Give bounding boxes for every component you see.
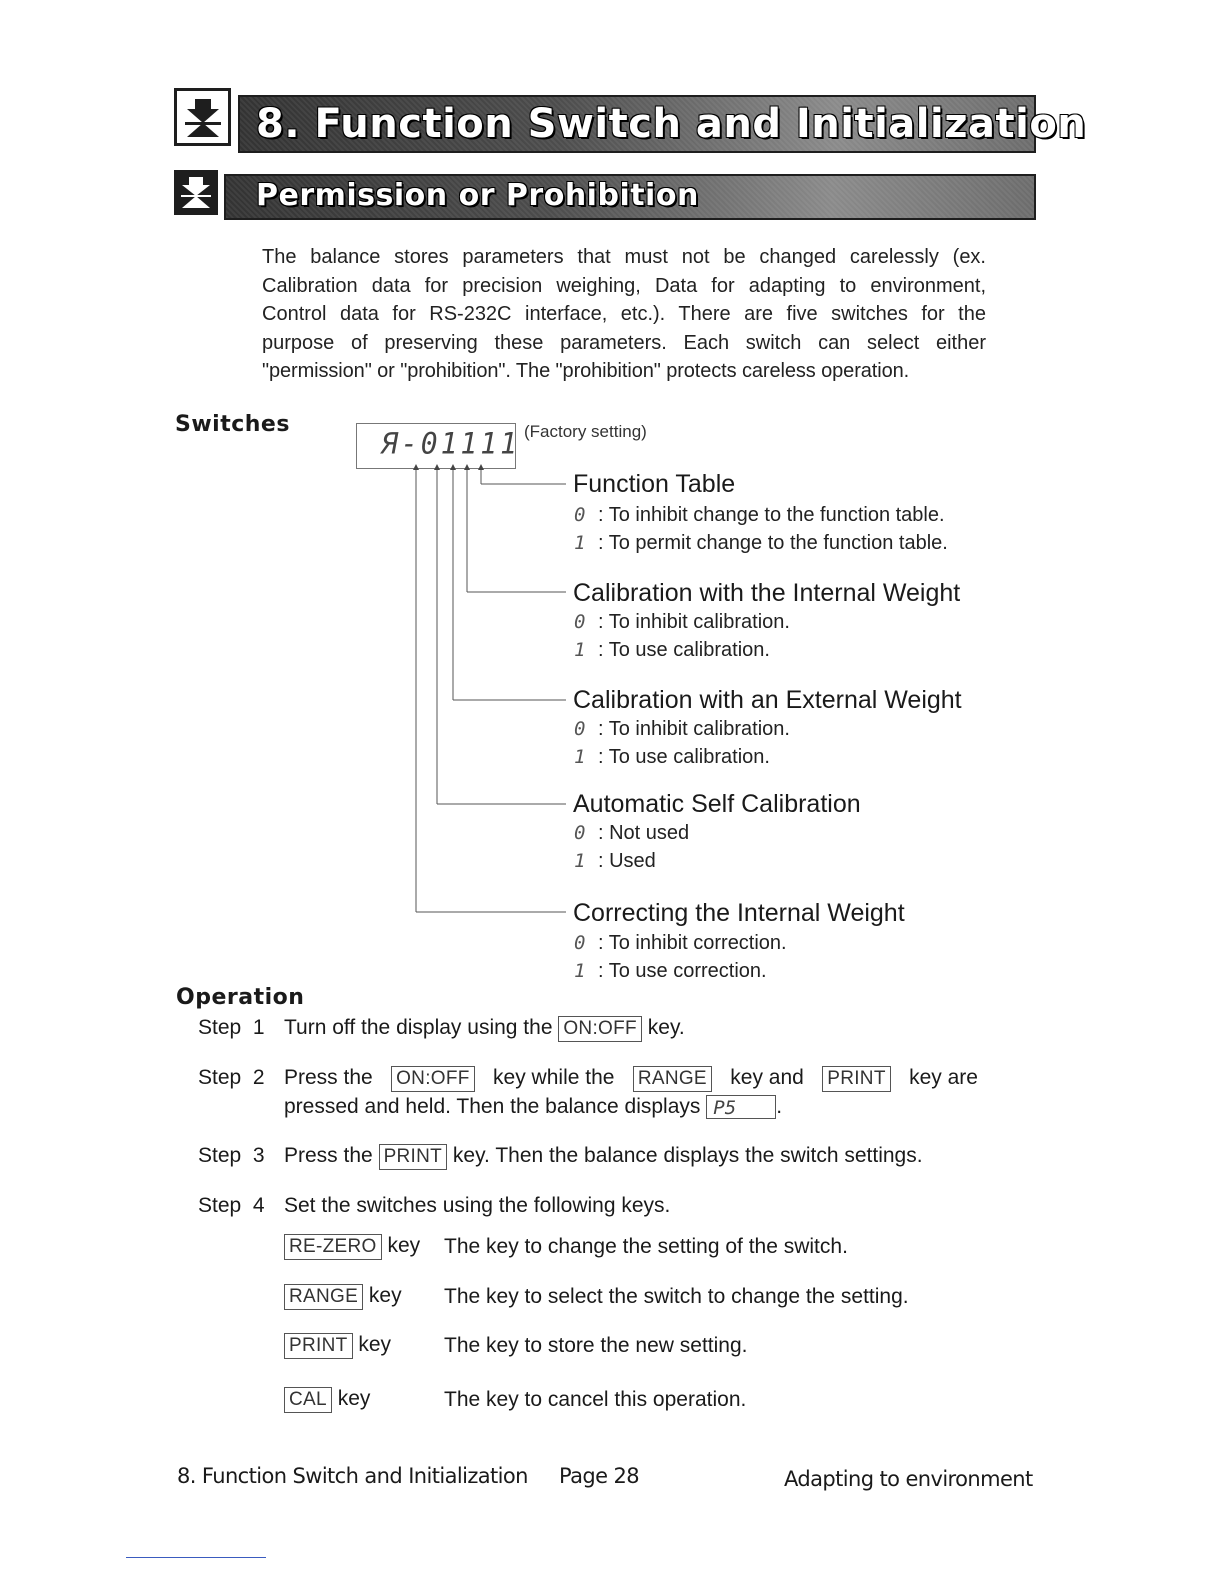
range-key: RANGE: [284, 1284, 363, 1310]
factory-setting-note: (Factory setting): [524, 422, 647, 441]
on-off-key: ON:OFF: [391, 1066, 475, 1092]
key-row-description: The key to select the switch to change the setting.: [444, 1285, 909, 1308]
chapter-title: 8. Function Switch and Initialization: [256, 101, 1087, 147]
step-text-part: key.: [647, 1016, 685, 1039]
key-row-key: [284, 1387, 370, 1413]
key-row-description: The key to change the setting of the switch.: [444, 1235, 848, 1258]
step-text-continued: [284, 1095, 782, 1119]
range-key: RANGE: [633, 1066, 712, 1092]
step-text: [284, 1066, 978, 1092]
operation-heading: Operation: [176, 985, 305, 1010]
function-option: [574, 532, 948, 555]
print-key: PRINT: [822, 1066, 891, 1092]
option-symbol: 1: [574, 850, 586, 872]
option-text: : To use calibration.: [598, 639, 770, 661]
option-symbol: 0: [574, 504, 586, 526]
on-off-key: ON:OFF: [558, 1016, 642, 1042]
step-text-part: pressed and held. Then the balance displays: [284, 1095, 701, 1118]
step-text: [284, 1016, 685, 1042]
function-title: Calibration with an External Weight: [573, 686, 962, 714]
connector-arrows: [413, 464, 484, 470]
option-text: : To inhibit calibration.: [598, 611, 790, 633]
option-text: : Used: [598, 850, 656, 872]
option-text: : To inhibit calibration.: [598, 718, 790, 740]
section-title: Permission or Prohibition: [256, 178, 699, 213]
function-option: [574, 932, 787, 955]
key-row-key: [284, 1284, 402, 1310]
print-key: PRINT: [284, 1333, 353, 1359]
step-text-part: Press the: [284, 1144, 373, 1167]
step-number: Step 3: [198, 1144, 265, 1167]
footer-section: Adapting to environment: [784, 1467, 1033, 1491]
switch-display-value: Я-01111: [381, 426, 521, 461]
intro-line: Control data for RS-232C interface, etc.). There are five switches for the: [262, 303, 986, 325]
switches-heading: Switches: [175, 412, 290, 437]
cal-key: CAL: [284, 1387, 332, 1413]
option-text: : To use correction.: [598, 960, 767, 982]
option-symbol: 0: [574, 718, 586, 740]
key-suffix: key: [387, 1234, 421, 1257]
function-title: Calibration with the Internal Weight: [573, 579, 961, 607]
option-symbol: 1: [574, 960, 586, 982]
function-option: [574, 639, 770, 662]
step-number: Step 1: [198, 1016, 265, 1039]
key-suffix: key: [337, 1387, 371, 1410]
option-symbol: 0: [574, 932, 586, 954]
step-text-part: key and: [730, 1066, 804, 1089]
key-row-key: [284, 1234, 420, 1260]
key-row-description: The key to cancel this operation.: [444, 1388, 747, 1411]
step-text: [284, 1144, 923, 1170]
function-option: [574, 746, 770, 769]
function-title: Correcting the Internal Weight: [573, 899, 905, 927]
option-text: : To inhibit correction.: [598, 932, 787, 954]
bottom-rule: [126, 1557, 266, 1558]
function-option: [574, 718, 790, 741]
intro-line: "permission" or "prohibition". The "prohibition" protects careless operation.: [262, 360, 910, 382]
intro-line: purpose of preserving these parameters. Each switch can select either: [262, 331, 986, 354]
step-number: Step 4: [198, 1194, 265, 1217]
step-text-part: Set the switches using the following keys.: [284, 1194, 671, 1217]
function-title: Function Table: [573, 470, 736, 498]
function-title: Automatic Self Calibration: [573, 790, 861, 818]
option-text: : To permit change to the function table.: [598, 532, 948, 554]
print-key: PRINT: [379, 1144, 448, 1170]
function-option: [574, 850, 656, 873]
key-suffix: key: [368, 1284, 402, 1307]
function-option: [574, 504, 945, 527]
intro-line: Calibration data for precision weighing, Data for adapting to environment,: [262, 274, 986, 297]
step-text-part: key. Then the balance displays the switch settings.: [452, 1144, 923, 1167]
step-number: Step 2: [198, 1066, 265, 1089]
step-text-part: Press the: [284, 1066, 373, 1089]
option-symbol: 1: [574, 639, 586, 661]
option-symbol: 0: [574, 822, 586, 844]
key-row-key: [284, 1333, 391, 1359]
re-zero-key: RE-ZERO: [284, 1234, 382, 1260]
option-text: : To inhibit change to the function table.: [598, 504, 945, 526]
footer-page-number: Page 28: [559, 1464, 640, 1488]
step-text: [284, 1194, 670, 1218]
option-symbol: 1: [574, 746, 586, 768]
key-row-description: The key to store the new setting.: [444, 1334, 748, 1357]
step-text-part: key while the: [493, 1066, 615, 1089]
option-symbol: 0: [574, 611, 586, 633]
ps-display: P5: [706, 1095, 776, 1119]
function-option: [574, 960, 767, 983]
intro-line: The balance stores parameters that must not be changed carelessly (ex.: [262, 246, 986, 268]
function-option: [574, 611, 790, 634]
option-text: : To use calibration.: [598, 746, 770, 768]
function-option: [574, 822, 689, 845]
step-text-part: .: [776, 1095, 783, 1118]
step-text-part: Turn off the display using the: [284, 1016, 553, 1039]
step-text-part: key are: [909, 1066, 978, 1089]
option-symbol: 1: [574, 532, 586, 554]
option-text: : Not used: [598, 822, 690, 844]
footer-chapter: 8. Function Switch and Initialization: [177, 1464, 528, 1488]
key-suffix: key: [358, 1333, 392, 1356]
